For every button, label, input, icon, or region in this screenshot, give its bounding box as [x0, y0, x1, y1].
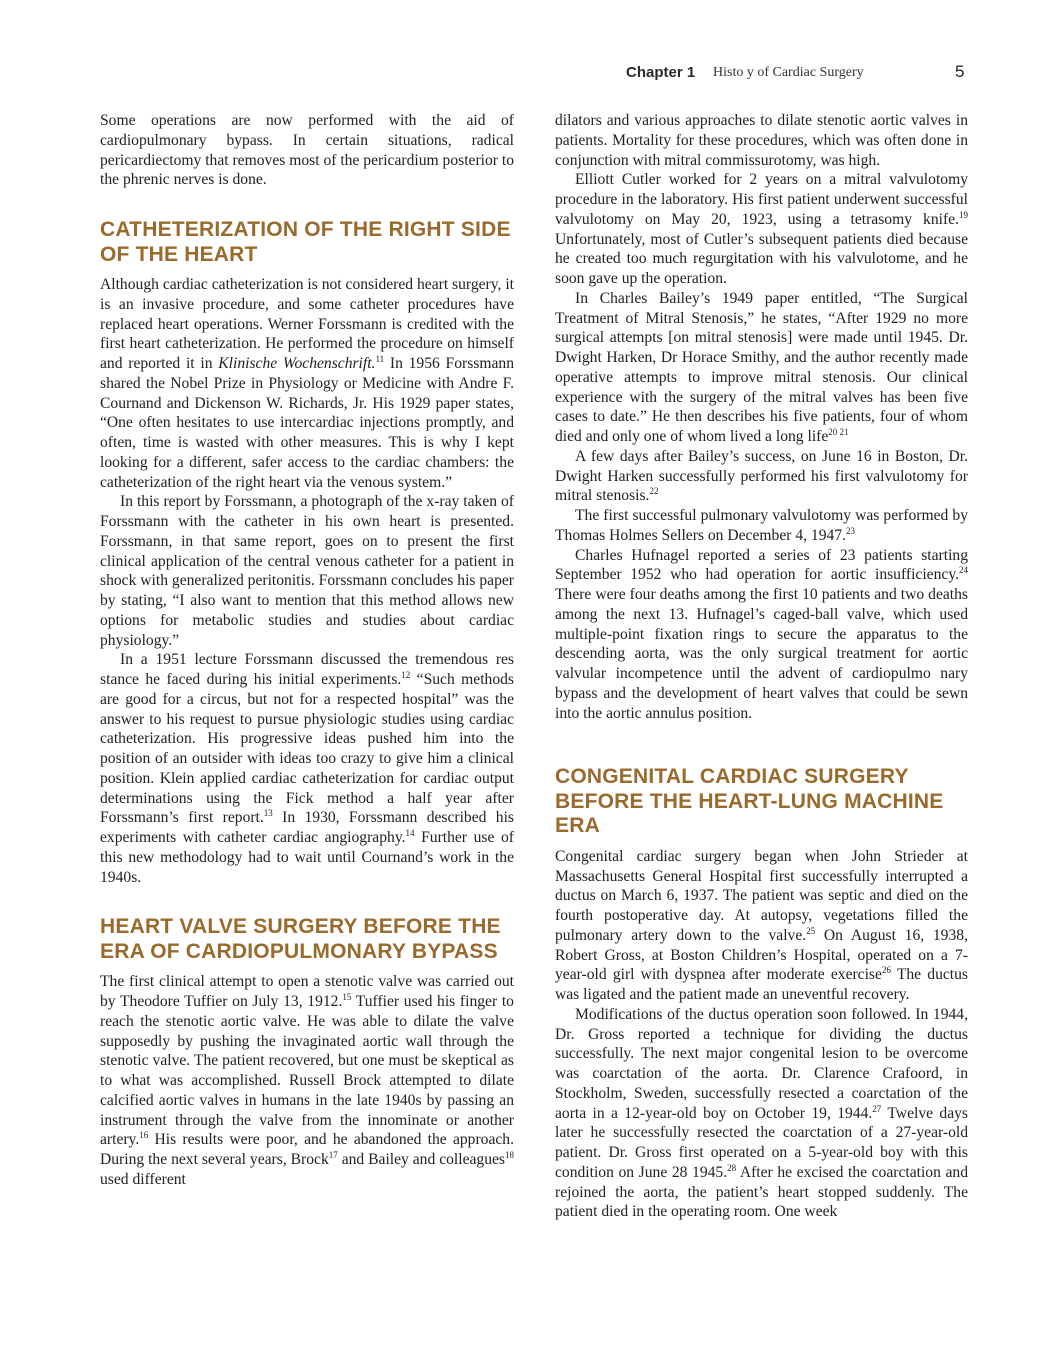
paragraph: The first clinical attempt to open a stenotic valve was carried out by Theodore Tuffier on July 13, 1912.15 Tuffier used his finger to reach the stenotic aortic valve. He was able to dilate the valve supposedly by pushing the invaginated aortic wall through the stenotic valve. The patient recovered, but one must be skeptical as to what was accomplished. Russell Brock attempted to dilate calcified aortic valves in humans in the late 1940s by passing an instrument through the valve from the innominate or another artery.$^{16}$ His results were poor, and he abandoned the approach. During the next several years, Brock$^{17}$ and Bailey and colleagues$^{18}$ used different: [100, 973, 515, 1188]
reference-marker: 19: [959, 209, 968, 220]
left-column: [100, 111, 514, 1190]
reference-marker: 25: [806, 925, 816, 936]
paragraph: Congenital cardiac surgery began when John Strieder at Massachusetts General Hospital first successfully interrupted a ductus on March 6, 1937. The patient was septic and died on the fourth postoperative day. At autopsy, vegetations filled the pulmonary artery down to the valve.$^{25}$ On August 16, 1938, Robert Gross, at Boston Children’s Hospital, operated on a 7-year-old girl with dyspnea after moderate exercise$^{26}$ The ductus was ligated and the patient made an uneventful recovery.: [555, 847, 968, 1003]
paragraph: Charles Hufnagel reported a series of 23 patients starting September 1952 who had operation for aortic insufficiency.$^{24}$ There were four deaths among the first 10 patients and two deaths among the next 13. Hufnagel’s caged-ball valve, which used multiple-point fixation rings to secure the apparatus to the descending aorta, was the only surgical treatment for aortic valvular incompetence until the advent of cardiopulmo nary bypass and the development of heart valves that could be sewn into the aortic annulus position.: [555, 546, 968, 722]
paragraph: Some operations are now performed with the aid of cardiopulmonary bypass. In certain situations, radical pericardiectomy that removes most of the pericardium posterior to the phrenic nerves is done.: [100, 112, 514, 189]
paragraph: In this report by Forssmann, a photograph of the x-ray taken of Forssmann with the catheter in his own heart is presented. Forssmann, in that same report, goes on to present the first clinical application of the central venous catheter for a patient in shock with generalized peritonitis. Forssmann concludes his paper by stating, “I also want to mention that this method allows new options for metabolic studies and studies about cardiac physiology.”: [100, 493, 515, 649]
reference-marker: 17: [328, 1150, 338, 1160]
right-column: [555, 111, 968, 1222]
reference-marker: 15: [342, 992, 352, 1002]
paragraph: Elliott Cutler worked for 2 years on a mitral valvulotomy procedure in the laboratory. His first patient underwent successful valvulotomy on May 20, 1923, using a tetrasomy knife.$^{19}$ Unfortunately, most of Cutler’s subsequent patients died because he created too much regurgitation with his valvulotome, and he soon gave up the operation.: [555, 171, 968, 287]
paragraph: The first successful pulmonary valvulotomy was performed by Thomas Holmes Sellers on December 4, 1947.23: [555, 507, 968, 544]
reference-marker: 23: [846, 525, 856, 536]
paragraph: Modifications of the ductus operation soon followed. In 1944, Dr. Gross reported a technique for dividing the ductus successfully. The next major congenital lesion to be overcome was coarctation of the aorta. Dr. Clarence Crafoord, in Stockholm, Sweden, successfully resected a coarctation of the aorta in a 12-year-old boy on October 19, 1944.27 Twelve days later he successfully resected the coarctation of a 27-year-old patient. Dr. Gross first operated on a 5-year-old boy with this condition on June 28 1945.28 After he excised the coarctation and rejoined the aorta, the patient’s heart stopped suddenly. The patient died in the operating room. One week: [555, 1005, 968, 1221]
reference-marker: 27: [872, 1103, 882, 1114]
section-heading-catheterization: CATHETERIZATION OF THE RIGHT SIDE OF THE HEART: [100, 218, 511, 266]
reference-marker: 24: [959, 565, 968, 576]
reference-marker: 16: [139, 1130, 149, 1141]
paragraph: dilators and various approaches to dilate stenotic aortic valves in patients. Mortality for these procedures, which was often done in conjunction with mitral commissurotomy, was high.: [555, 112, 968, 169]
page-number: 5: [955, 62, 965, 81]
paragraph: In a 1951 lecture Forssmann discussed the tremendous res stance he faced during his initial experiments.$^{12}$ “Such methods are good for a circus, but not for a respected hospital” was the answer to his request to pursue physiologic studies using cardiac catheterization. His progressive ideas pushed him into the position of an outsider with ideas too crazy to give him a clinical position. Klein applied cardiac catheterization for cardiac output determinations using the Fick method a half year after Forssmann’s first report.$^{13}$ In 1930, Forssmann described his experiments with catheter cardiac angiography.$^{14}$ Further use of this new methodology had to wait until Cournand’s work in the 1940s.: [100, 651, 515, 886]
running-title: Histo y of Cardiac Surgery: [713, 65, 864, 80]
reference-marker: 13: [263, 808, 273, 819]
paragraph: Although cardiac catheterization is not considered heart surgery, it is an invasive procedure, and some catheter procedures have replaced heart operations. Werner Forssmann is credited with the first heart catheterization. He performed the procedure on himself and reported it in Klinische Wochenschrift.$^{11}$ In 1956 Forssmann shared the Nobel Prize in Physiology or Medicine with Andre F. Cournand and Dickenson W. Richards, Jr. His 1929 paper states, “One often hesitates to use intercardiac injections promptly, and often, time is wasted with other measures. This is why I kept looking for a different, safer access to the cardiac chambers: the catheterization of the right heart via the venous system.”: [100, 276, 515, 491]
paragraph: In Charles Bailey’s 1949 paper entitled, “The Surgical Treatment of Mitral Stenosis,” he states, “After 1929 no more surgical attempts [on mitral stenosis] were made until 1945. Dr. Dwight Harken, Dr Horace Smithy, and the author recently made operative attempts to improve mitral stenosis. Our clinical experience with the surgery of the mitral valves has been five cases to date.” He then describes his five patients, four of whom died and only one of whom lived a long life$^{20 21}$: [555, 289, 968, 445]
reference-marker: 14: [405, 828, 415, 838]
reference-marker: 18: [505, 1150, 515, 1160]
reference-marker: 20 21: [828, 427, 849, 437]
journal-title: Klinische Wochenschrift.: [218, 355, 376, 372]
reference-marker: 26: [881, 965, 891, 976]
paragraph: A few days after Bailey’s success, on June 16 in Boston, Dr. Dwight Harken successfully performed his first valvulotomy for mitral stenosis.$^{22}$: [555, 447, 968, 505]
chapter-label: Chapter 1: [626, 64, 696, 81]
reference-marker: 12: [401, 670, 411, 680]
section-heading-congenital-surgery: CONGENITAL CARDIAC SURGERY BEFORE THE HEART-LUNG MACHINE ERA: [555, 765, 944, 838]
section-heading-valve-surgery: HEART VALVE SURGERY BEFORE THE ERA OF CARDIOPULMONARY BYPASS: [100, 915, 501, 963]
reference-marker: 11: [375, 354, 385, 364]
reference-marker: 28: [727, 1162, 737, 1173]
running-header: [0, 62, 1052, 84]
reference-marker: 22: [649, 486, 659, 497]
